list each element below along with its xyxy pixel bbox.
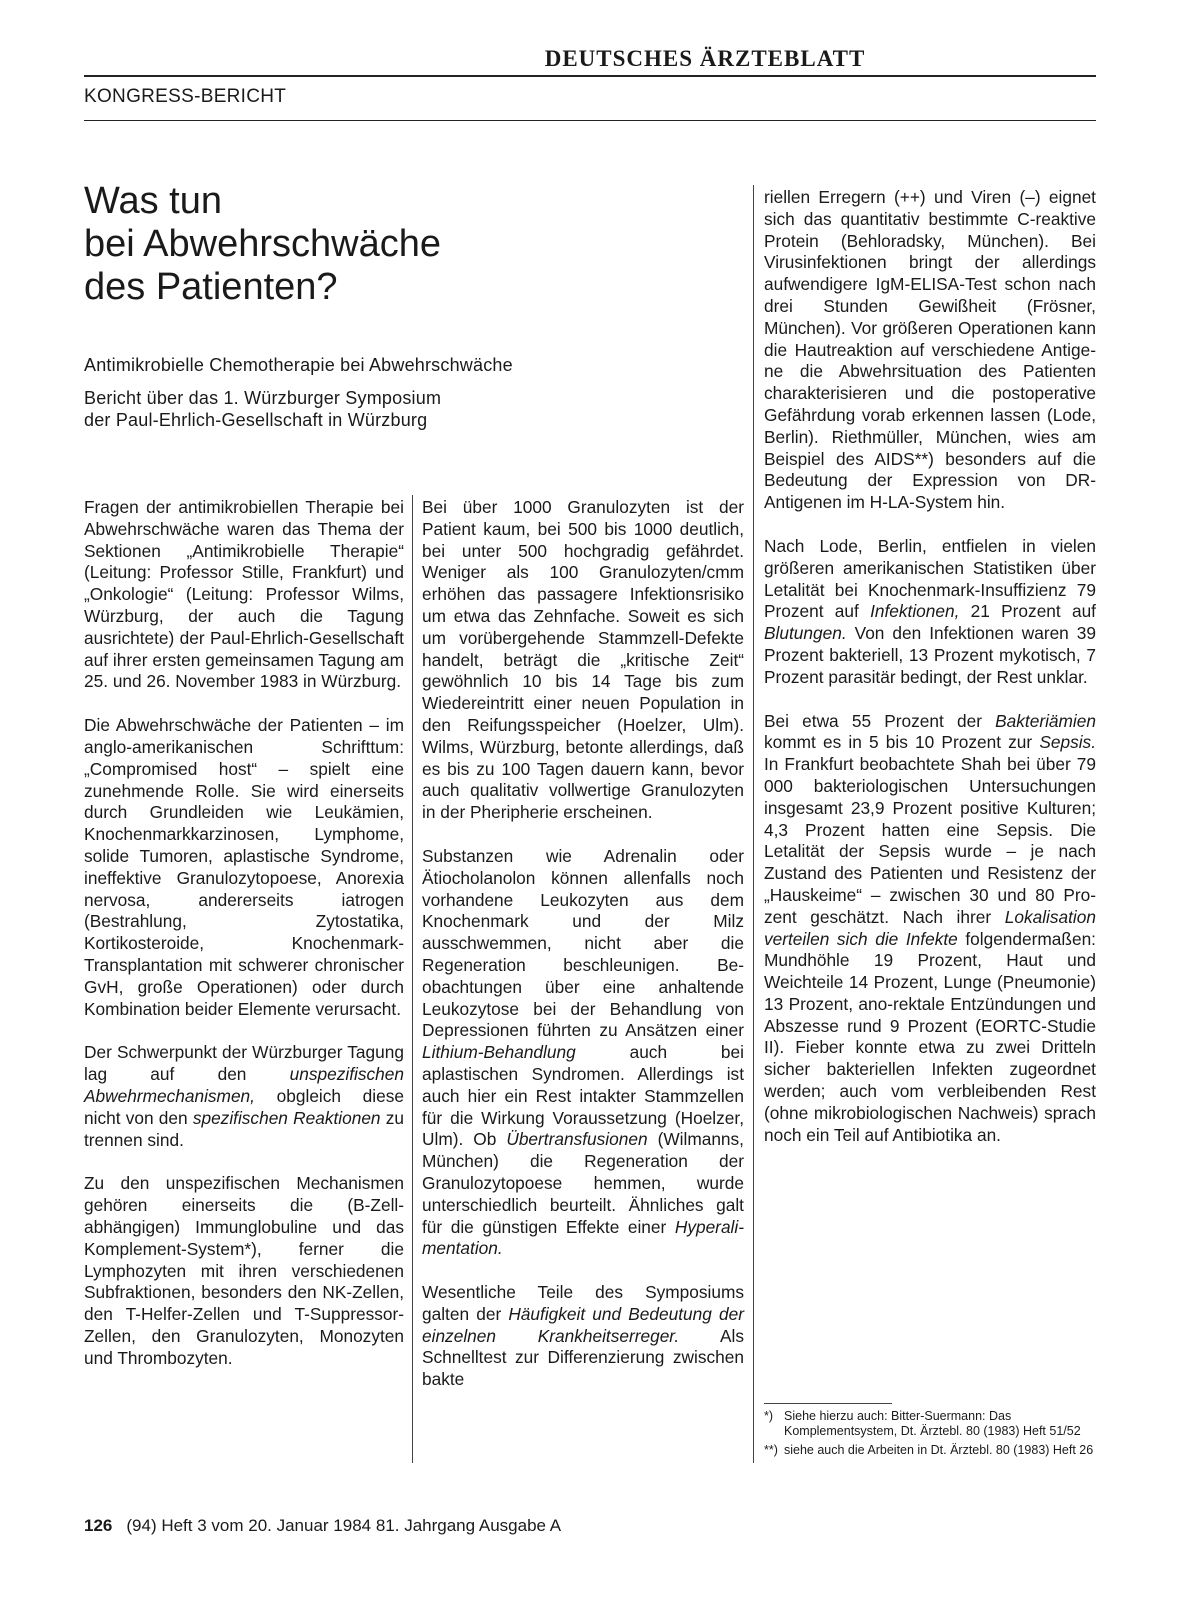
paragraph: Nach Lode, Berlin, entfielen in vielen größeren amerikanischen Statistiken über Letalität bei Knochenmark-Insuffizienz 79 Prozent auf Infektionen, 21 Prozent auf Blutungen. Von den Infektionen waren 39 Prozent bakteriell, 13 Prozent mykotisch, 7 Prozent parasitär bedingt, der Rest unklar. [764, 535, 1096, 687]
title-line: des Patienten? [84, 266, 338, 308]
title-line: bei Abwehrschwäche [84, 223, 441, 265]
issue-info: (94) Heft 3 vom 20. Januar 1984 81. Jahrgang Ausgabe A [126, 1516, 562, 1535]
article-subtitle: Antimikrobielle Chemotherapie bei Abwehrschwäche [84, 355, 513, 375]
paragraph: Fragen der antimikrobiellen Therapie bei Abwehrschwäche waren das Thema der Sektionen „Antimikrobielle Therapie“ (Leitung: Professor Stille, Frankfurt) und „Onkologie“ (Leitung: Professor Wilms, Würzburg, der auch die Tagung ausrichtete) der Paul-Ehrlich-Gesellschaft auf ihrer ersten gemeinsamen Tagung am 25. und 26. November 1983 in Würzburg. [84, 497, 404, 692]
footnote-mark: *) [764, 1409, 774, 1423]
text-column-1 [84, 497, 404, 1391]
paragraph: Bei über 1000 Granulozyten ist der Patient kaum, bei 500 bis 1000 deutlich, bei unter 500 hochgradig gefährdet. Weniger als 100 Granulozyten/cmm erhöhen das passagere Infektionsrisiko um etwa das Zehnfache. Soweit es sich um vorübergehende Stammzell-Defekte handelt, beträgt die „kritische Zeit“ gewöhnlich 10 bis 14 Tage bis zum Wiedereintritt einer neuen Population in den Reifungsspeicher (Hoelzer, Ulm). Wilms, Würzburg, betonte allerdings, daß es bis zu 100 Tagen dauern kann, bevor auch qualitativ vollwertige Granulozyten in der Pheripherie erscheinen. [422, 497, 744, 823]
paragraph: Der Schwerpunkt der Würzburger Tagung lag auf den unspezifischen Abwehrmechanismen, obgleich diese nicht von den spezifischen Reaktionen zu trennen sind. [84, 1042, 404, 1150]
footnote [764, 1443, 1096, 1458]
paragraph: Zu den unspezifischen Mechanismen gehören einerseits die (B-Zell-abhängigen) Immunglobuline und das Komplement-System*), ferner die Lymphozyten mit ihren verschiedenen Subfraktionen, besonders den NK-Zellen, den T-Helfer-Zellen und T-Suppressor-Zellen, den Granulozyten, Monozyten und Thrombozyten. [84, 1173, 404, 1368]
report-line [84, 387, 441, 431]
footnote-text: siehe auch die Arbeiten in Dt. Ärztebl. 80 (1983) Heft 26 [784, 1443, 1094, 1457]
title-line: Was tun [84, 180, 222, 222]
page-footer [84, 1516, 561, 1536]
text-column-3 [764, 187, 1096, 1168]
paragraph: Substanzen wie Adrenalin oder Ätiocholanolon können allenfalls noch vorhandene Leukozyten aus dem Knochenmark und der Milz ausschwemmen, nicht aber die Regeneration beschleunigen. Beobachtungen über eine anhaltende Leukozytose bei der Behandlung von Depressionen führten zu Ansätzen einer Lithium-Behandlung auch bei aplastischen Syndromen. Allerdings ist auch hier ein Rest intakter Stammzellen für die Wirkung Voraussetzung (Hoelzer, Ulm). Ob Übertransfusionen (Wilmanns, München) die Regeneration der Granulozytopoese hemmen, wurde unterschiedlich beurteilt. Ähnliches galt für die günstigen Effekte einer Hyperalimentation. [422, 845, 744, 1259]
footnote-text: Siehe hierzu auch: Bitter-Suermann: Das Komplementsystem, Dt. Ärztebl. 80 (1983) Heft 51/52 [784, 1409, 1081, 1438]
column-divider [412, 495, 413, 1463]
column-divider [753, 185, 754, 1463]
article-title [84, 180, 704, 309]
section-rule [84, 120, 1096, 121]
journal-masthead: DEUTSCHES ÄRZTEBLATT [544, 46, 866, 71]
footnote-mark: **) [764, 1443, 778, 1457]
page-number: 126 [84, 1516, 113, 1535]
footnotes [764, 1409, 1096, 1462]
footnote [764, 1409, 1096, 1439]
paragraph: Wesentliche Teile des Symposiums galten der Häufigkeit und Bedeutung der einzelnen Krankheitserreger. Als Schnelltest zur Differenzierung zwischen bakte [422, 1282, 744, 1390]
report-line-1: Bericht über das 1. Würzburger Symposium [84, 388, 442, 408]
paragraph: Bei etwa 55 Prozent der Bakteriämien kommt es in 5 bis 10 Prozent zur Sepsis. In Frankfurt beobachtete Shah bei über 79 000 bakteriologischen Untersuchungen insgesamt 23,9 Prozent positive Kulturen; 4,3 Prozent hatten eine Sepsis. Die Letalität der Sepsis wurde – je nach Zustand des Patienten und Resistenz der „Hauskeime“ – zwischen 30 und 80 Prozent geschätzt. Nach ihrer Lokalisation verteilen sich die Infekte folgendermaßen: Mundhöhle 19 Prozent, Haut und Weichteile 14 Prozent, Lunge (Pneumonie) 13 Prozent, ano-rektale Entzündungen und Abszesse rund 9 Prozent (EORTC-Studie II). Fieber konnte etwa zu zwei Dritteln sicher bakteriellen Infekten zugeordnet werden; auch vom verbleibenden Rest (ohne mikrobiologischen Nachweis) sprach noch ein Teil auf Antibiotika an. [764, 710, 1096, 1145]
paragraph: riellen Erregern (++) und Viren (–) eignet sich das quantitativ bestimmte C-reaktive Protein (Behloradsky, München). Bei Virusinfektionen bringt der allerdings aufwendigere IgM-ELISA-Test schon nach drei Stunden Gewißheit (Frösner, München). Vor größeren Operationen kann die Hautreaktion auf verschiedene Antigene die Abwehrsituation des Patienten charakterisieren und die postoperative Gefährdung vorab erkennen lassen (Lode, Berlin). Riethmüller, München, wies am Beispiel des AIDS**) besonders auf die Bedeutung der Expression von DR-Antigenen im H-LA-System hin. [764, 187, 1096, 513]
report-line-2: der Paul-Ehrlich-Gesellschaft in Würzburg [84, 410, 428, 430]
text-column-2 [422, 497, 744, 1413]
paragraph: Die Abwehrschwäche der Patienten – im anglo-amerikanischen Schrifttum: „Compromised host“ – spielt eine zunehmende Rolle. Sie wird einerseits durch Grundleiden wie Leukämien, Knochenmarkkarzinosen, Lymphome, solide Tumoren, aplastische Syndrome, ineffektive Granulozytopoese, Anorexia nervosa, andererseits iatrogen (Bestrahlung, Zytostatika, Kortikosteroide, Knochenmark-Transplantation mit schwerer chronischer GvH, große Operationen) oder durch Kombination beider Elemente verursacht. [84, 715, 404, 1019]
section-label: KONGRESS-BERICHT [84, 86, 287, 107]
footnote-rule [764, 1403, 892, 1404]
header-rule [84, 75, 1096, 77]
